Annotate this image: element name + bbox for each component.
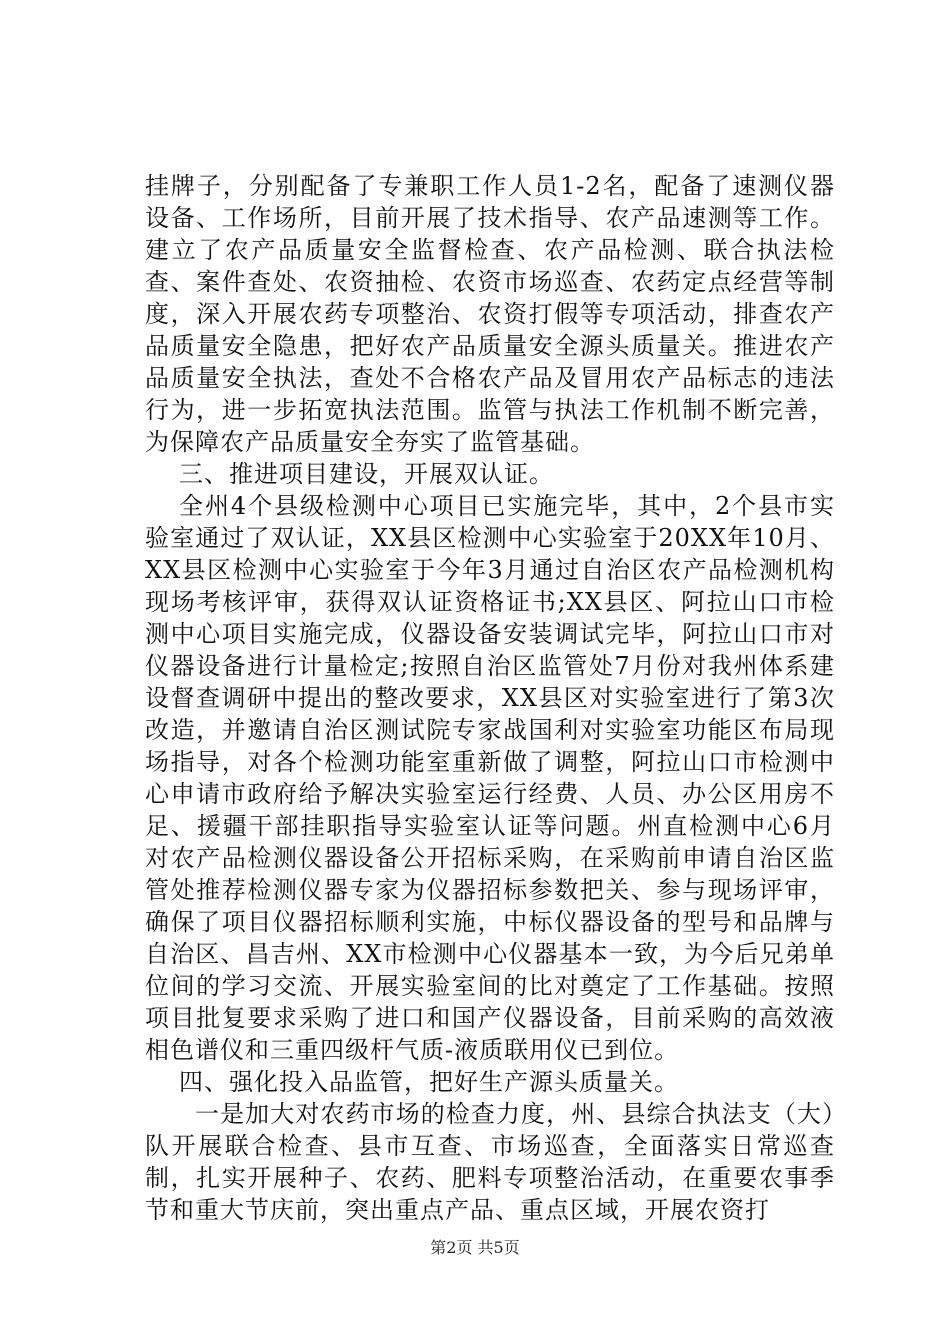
paragraph-project-construction: 全州4个县级检测中心项目已实施完毕，其中，2个县市实验室通过了双认证，XX县区检测中心实验室于20XX年10月、XX县区检测中心实验室于今年3月通过自治区农产品检测机构现场考核评审，获得双认证资格证书;XX县区、阿拉山口市检测中心项目实施完成，仪器设备安装调试完毕，阿拉山口市对仪器设备进行计量检定;按照自治区监管处7月份对我州体系建设督查调研中提出的整改要求，XX县区对实验室进行了第3次改造，并邀请自治区测试院专家战国利对实验室功能区布局现场指导，对各个检测功能室重新做了调整，阿拉山口市检测中心申请市政府给予解决实验室运行经费、人员、办公区用房不足、援疆干部挂职指导实验室认证等问题。州直检测中心6月对农产品检测仪器设备公开招标采购，在采购前申请自治区监管处推荐检测仪器专家为仪器招标参数把关、参与现场评审，确保了项目仪器招标顺利实施，中标仪器设备的型号和品牌与自治区、昌吉州、XX市检测中心仪器基本一致，为今后兄弟单位间的学习交流、开展实验室间的比对奠定了工作基础。按照项目批复要求采购了进口和国产仪器设备，目前采购的高效液相色谱仪和三重四级杆气质-液质联用仪已到位。	[145, 492, 835, 1064]
section-heading-four: 四、强化投入品监管，把好生产源头质量关。	[179, 1068, 679, 1096]
paragraph-pesticide-market: 一是加大对农药市场的检查力度，州、县综合执法支（大）队开展联合检查、县市互查、市场巡查，全面落实日常巡查制，扎实开展种子、农药、肥料专项整治活动，在重要农事季节和重大节庆前，突出重点产品、重点区域，开展农资打	[145, 1100, 835, 1224]
page-number-footer: 第2页 共5页	[430, 1238, 520, 1257]
document-body	[145, 170, 835, 1226]
section-heading-three: 三、推进项目建设，开展双认证。	[179, 460, 554, 488]
paragraph-supervision-system: 挂牌子，分别配备了专兼职工作人员1-2名，配备了速测仪器设备、工作场所，目前开展了技术指导、农产品速测等工作。建立了农产品质量安全监督检查、农产品检测、联合执法检查、案件查处、农资抽检、农资市场巡查、农药定点经营等制度，深入开展农药专项整治、农资打假等专项活动，排查农产品质量安全隐患，把好农产品质量安全源头质量关。推进农产品质量安全执法，查处不合格农产品及冒用农产品标志的违法行为，进一步拓宽执法范围。监管与执法工作机制不断完善，为保障农产品质量安全夯实了监管基础。	[145, 172, 835, 456]
